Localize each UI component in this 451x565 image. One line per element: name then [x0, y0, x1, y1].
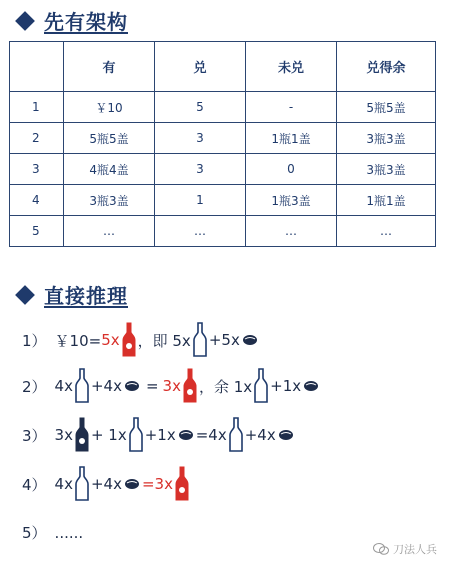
watermark-text: 刀法人兵: [393, 543, 437, 556]
table-cell: 3瓶3盖: [337, 154, 436, 185]
header-cell: 兑得余: [337, 42, 436, 92]
bottle-cap-icon: [124, 478, 140, 490]
line-text: + 1x: [90, 426, 127, 444]
table-cell: 3瓶3盖: [337, 123, 436, 154]
header-cell: 兑: [155, 42, 246, 92]
bottle-filled-red-icon: [183, 368, 197, 404]
section-title: 先有架构: [44, 10, 128, 34]
header-cell: [10, 42, 64, 92]
table-cell: 3: [155, 123, 246, 154]
table-row: [10, 216, 436, 247]
section-heading-reasoning: [14, 280, 128, 309]
bottle-outline-icon: [129, 417, 143, 453]
header-cell: 未兑: [246, 42, 337, 92]
line-text: +5x: [208, 331, 240, 349]
table-cell: …: [64, 216, 155, 247]
table-cell: 5: [10, 216, 64, 247]
reasoning-line-4: [22, 466, 191, 502]
bottle-cap-icon: [278, 429, 294, 441]
bottle-cap-icon: [242, 334, 258, 346]
bottle-outline-icon: [229, 417, 243, 453]
line-text: +1x: [144, 426, 176, 444]
reasoning-line-3: [22, 417, 296, 453]
line-text: ，余 1x: [198, 377, 253, 396]
bottle-cap-icon: [303, 380, 319, 392]
table-cell: 5瓶5盖: [64, 123, 155, 154]
watermark: [373, 541, 437, 557]
line-number: 3）: [22, 426, 47, 445]
table-cell: 1: [10, 92, 64, 123]
table-cell: 3瓶3盖: [64, 185, 155, 216]
table-header-row: [10, 42, 436, 92]
table-cell: 3: [10, 154, 64, 185]
bottle-cap-icon: [178, 429, 194, 441]
line-text-red: =3x: [141, 475, 173, 493]
bottle-filled-red-icon: [175, 466, 189, 502]
line-text: +4x: [90, 377, 122, 395]
bottle-outline-icon: [193, 322, 207, 358]
exchange-table: [9, 41, 436, 247]
line-text: +4x: [244, 426, 276, 444]
bottle-filled-red-icon: [122, 322, 136, 358]
table-row: [10, 185, 436, 216]
reasoning-line-2: [22, 368, 321, 404]
table-cell: …: [337, 216, 436, 247]
line-text-red: 5x: [101, 331, 120, 349]
line-text: =: [145, 377, 159, 395]
wechat-icon: [373, 543, 389, 555]
table-cell: 4: [10, 185, 64, 216]
bottle-outline-icon: [75, 368, 89, 404]
table-row: [10, 123, 436, 154]
line-number: 2）: [22, 377, 47, 396]
section-heading-architecture: [14, 6, 128, 35]
bottle-outline-icon: [254, 368, 268, 404]
table-cell: 2: [10, 123, 64, 154]
diamond-bullet-icon: [15, 11, 35, 31]
line-text: 4x: [54, 475, 73, 493]
line-text: 4x: [54, 377, 73, 395]
line-number: 5）: [22, 524, 47, 542]
table-row: [10, 154, 436, 185]
header-cell: 有: [64, 42, 155, 92]
table-cell: 1: [155, 185, 246, 216]
diamond-bullet-icon: [15, 285, 35, 305]
line-text: ，即 5x: [137, 331, 191, 350]
bottle-filled-dark-icon: [75, 417, 89, 453]
reasoning-line-5: [22, 522, 83, 543]
line-text: =4x: [195, 426, 227, 444]
table-cell: 1瓶1盖: [246, 123, 337, 154]
table-cell: 5: [155, 92, 246, 123]
line-text: +4x: [90, 475, 122, 493]
section-title: 直接推理: [44, 284, 128, 308]
bottle-outline-icon: [75, 466, 89, 502]
reasoning-line-1: [22, 322, 260, 358]
line-number: 1）: [22, 331, 47, 350]
table-cell: 5瓶5盖: [337, 92, 436, 123]
line-text-red: 3x: [162, 377, 181, 395]
table-cell: 0: [246, 154, 337, 185]
line-text: +1x: [270, 377, 302, 395]
table-cell: -: [246, 92, 337, 123]
table-cell: 1瓶1盖: [337, 185, 436, 216]
table-cell: 3: [155, 154, 246, 185]
table-cell: 4瓶4盖: [64, 154, 155, 185]
table-cell: …: [155, 216, 246, 247]
table-row: [10, 92, 436, 123]
line-number: 4）: [22, 475, 47, 494]
line-text: ......: [54, 523, 84, 542]
table-cell: …: [246, 216, 337, 247]
line-text: 3x: [54, 426, 73, 444]
table-cell: ￥10: [64, 92, 155, 123]
line-text: ￥10=: [54, 331, 102, 350]
bottle-cap-icon: [124, 380, 140, 392]
table-cell: 1瓶3盖: [246, 185, 337, 216]
